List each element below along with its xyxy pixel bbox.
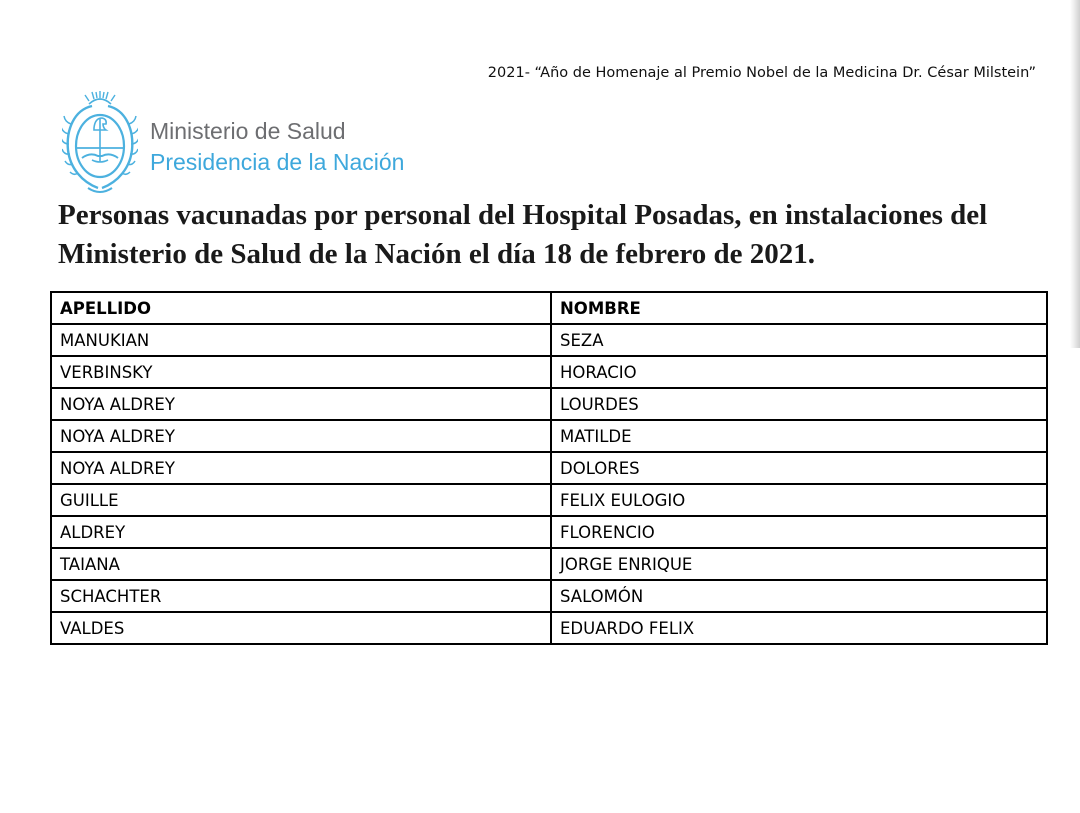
table-row	[51, 452, 1047, 484]
argentina-coat-of-arms-icon	[62, 88, 138, 196]
table-row	[51, 516, 1047, 548]
cell-apellido: ALDREY	[51, 516, 551, 548]
column-header-nombre: NOMBRE	[551, 292, 1047, 324]
vaccinated-persons-table	[50, 291, 1048, 645]
cell-nombre: SEZA	[551, 324, 1047, 356]
cell-apellido: SCHACHTER	[51, 580, 551, 612]
cell-nombre: HORACIO	[551, 356, 1047, 388]
cell-apellido: VALDES	[51, 612, 551, 644]
cell-apellido: MANUKIAN	[51, 324, 551, 356]
cell-apellido: NOYA ALDREY	[51, 452, 551, 484]
ministry-logo-text	[150, 116, 404, 178]
table-row	[51, 388, 1047, 420]
table-row	[51, 420, 1047, 452]
table-row	[51, 548, 1047, 580]
cell-nombre: MATILDE	[551, 420, 1047, 452]
cell-nombre: SALOMÓN	[551, 580, 1047, 612]
table-row	[51, 580, 1047, 612]
ministry-name: Ministerio de Salud	[150, 118, 346, 144]
table-row	[51, 612, 1047, 644]
document-title: Personas vacunadas por personal del Hospital Posadas, en instalaciones del Ministerio de Salud de la Nación el día 18 de febrero de 2021.	[58, 199, 988, 270]
table-row	[51, 356, 1047, 388]
table-row	[51, 484, 1047, 516]
ministry-subtitle: Presidencia de la Nación	[150, 149, 405, 175]
page-edge-shadow	[1070, 0, 1080, 348]
cell-apellido: TAIANA	[51, 548, 551, 580]
cell-apellido: NOYA ALDREY	[51, 420, 551, 452]
cell-nombre: JORGE ENRIQUE	[551, 548, 1047, 580]
cell-apellido: GUILLE	[51, 484, 551, 516]
table-header-row	[51, 292, 1047, 324]
cell-nombre: LOURDES	[551, 388, 1047, 420]
table-row	[51, 324, 1047, 356]
column-header-apellido: APELLIDO	[51, 292, 551, 324]
cell-apellido: NOYA ALDREY	[51, 388, 551, 420]
year-motto: 2021- “Año de Homenaje al Premio Nobel de la Medicina Dr. César Milstein”	[487, 65, 1036, 81]
cell-nombre: EDUARDO FELIX	[551, 612, 1047, 644]
cell-nombre: FLORENCIO	[551, 516, 1047, 548]
cell-nombre: DOLORES	[551, 452, 1047, 484]
cell-apellido: VERBINSKY	[51, 356, 551, 388]
cell-nombre: FELIX EULOGIO	[551, 484, 1047, 516]
